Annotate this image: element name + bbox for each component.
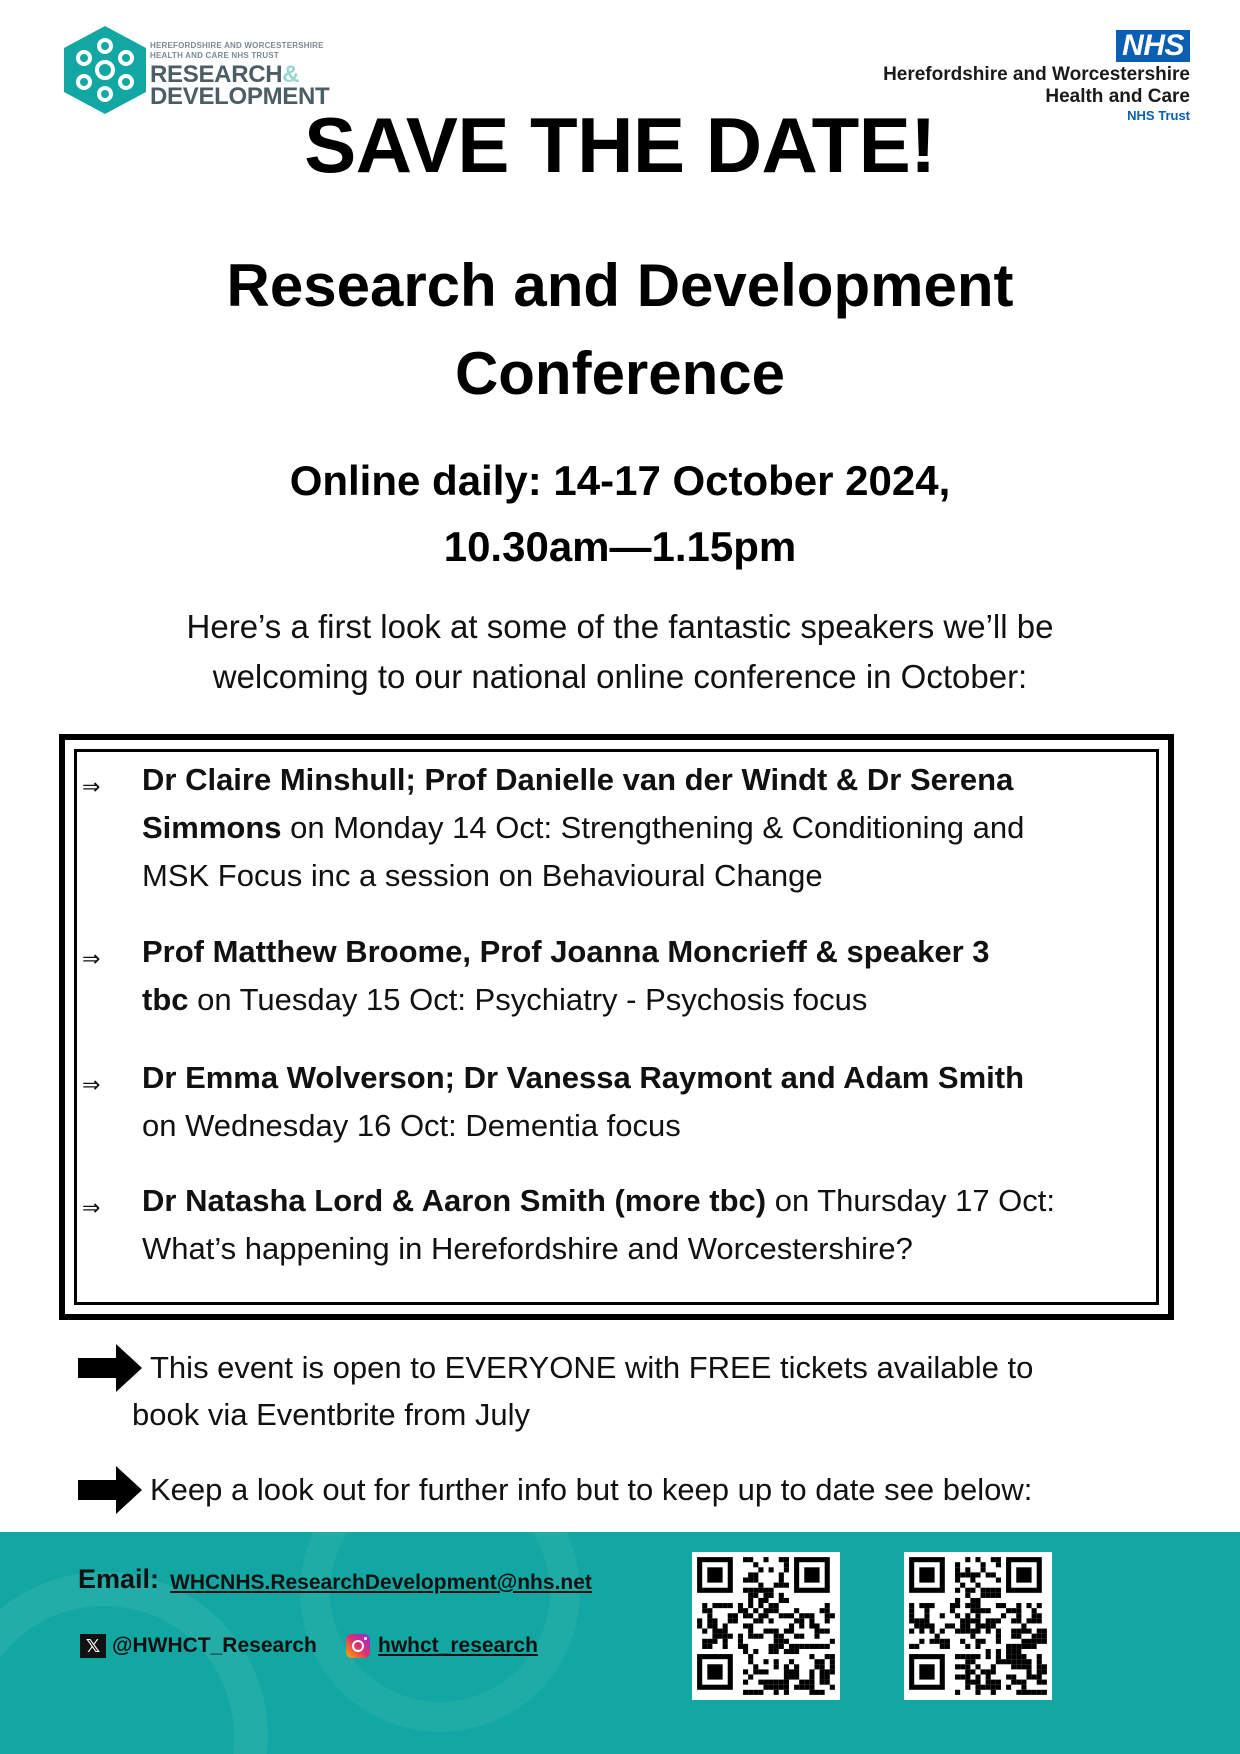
rd-logo-trust-name: HEREFORDSHIRE AND WORCESTERSHIRE HEALTH AND CARE NHS TRUST bbox=[150, 41, 324, 60]
bullet-arrow-icon: ⇒ bbox=[82, 1072, 101, 1097]
conference-title: Research and Development Conference bbox=[226, 252, 1014, 407]
arrow-right-icon bbox=[78, 1342, 142, 1394]
nhs-trust-line2: Health and Care bbox=[1045, 86, 1190, 107]
nhs-trust-line3: NHS Trust bbox=[1127, 108, 1190, 123]
bullet-arrow-icon: ⇒ bbox=[82, 946, 101, 971]
open-to-everyone-note-line2: book via Eventbrite from July bbox=[132, 1397, 531, 1432]
nhs-trust-line1: Herefordshire and Worcestershire bbox=[883, 64, 1190, 85]
arrow-right-icon bbox=[78, 1464, 142, 1516]
qr-code-icon[interactable] bbox=[904, 1552, 1052, 1700]
x-twitter-handle[interactable]: @HWHCT_Research bbox=[112, 1634, 317, 1657]
bullet-arrow-icon: ⇒ bbox=[82, 774, 101, 799]
speaker-item-monday: Dr Claire Minshull; Prof Danielle van der Windt & Dr Serena Simmons on Monday 14 Oct: Strengthening & Conditioning and MSK Focus inc a session on Behavioural Change bbox=[142, 762, 1025, 893]
footer-decoration bbox=[300, 1532, 580, 1732]
instagram-handle-link[interactable]: hwhct_research bbox=[378, 1634, 538, 1657]
speaker-item-wednesday: Dr Emma Wolverson; Dr Vanessa Raymont and Adam Smith on Wednesday 16 Oct: Dementia focus bbox=[142, 1060, 1025, 1143]
page-title: SAVE THE DATE! bbox=[304, 101, 936, 189]
rd-logo-wordmark: RESEARCH& DEVELOPMENT bbox=[150, 61, 330, 110]
conference-date: Online daily: 14-17 October 2024, 10.30am—1.15pm bbox=[289, 457, 951, 570]
footer-decoration bbox=[0, 1572, 268, 1754]
intro-text: Here’s a first look at some of the fantastic speakers we’ll be welcoming to our national online conference in October: bbox=[186, 608, 1054, 695]
open-to-everyone-note-line1: This event is open to EVERYONE with FREE tickets available to bbox=[150, 1350, 1034, 1385]
qr-code-icon[interactable] bbox=[692, 1552, 840, 1700]
bullet-arrow-icon: ⇒ bbox=[82, 1195, 101, 1220]
further-info-note: Keep a look out for further info but to keep up to date see below: bbox=[150, 1472, 1033, 1507]
nhs-badge: NHS bbox=[1116, 30, 1190, 62]
email-link[interactable]: WHCNHS.ResearchDevelopment@nhs.net bbox=[170, 1571, 592, 1594]
instagram-icon bbox=[346, 1634, 370, 1658]
speaker-item-thursday: Dr Natasha Lord & Aaron Smith (more tbc) on Thursday 17 Oct: What’s happening in Herefordshire and Worcestershire? bbox=[142, 1183, 1056, 1266]
email-label: Email: bbox=[78, 1564, 160, 1594]
speaker-item-tuesday: Prof Matthew Broome, Prof Joanna Moncrieff & speaker 3 tbc on Tuesday 15 Oct: Psychiatry - Psychosis focus bbox=[142, 934, 990, 1017]
x-twitter-icon: 𝕏 bbox=[80, 1634, 106, 1658]
